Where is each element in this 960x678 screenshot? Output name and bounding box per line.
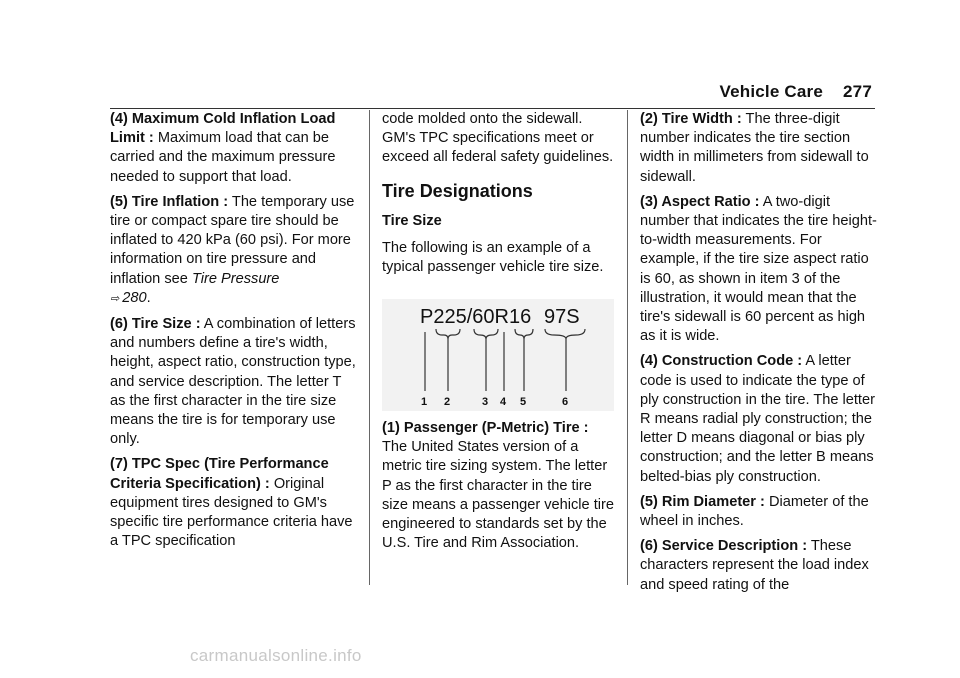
page-header — [720, 82, 873, 102]
definition: These characters represent the load index and speed rating of the — [640, 538, 869, 593]
definition: A combination of letters and numbers define a tire's width, height, aspect ratio, construction type, and service description. The letter T as the first character in the tire size means the tire is for temporary use only. — [110, 316, 356, 448]
paragraph-tpc-spec — [110, 455, 360, 551]
section-heading: Tire Designations — [382, 180, 533, 201]
term: (5) Tire Inflation : — [110, 193, 229, 210]
term: (7) TPC Spec (Tire Performance Criteria Specification) : — [110, 456, 329, 492]
column-2 — [382, 110, 617, 559]
paragraph-tire-inflation: (5) Tire Inflation : The temporary use tire or compact spare tire should be inflated to 420 kPa (60 psi). For more information on tire pressure and inflation see Tire Pressure ⇨ 280. — [110, 193, 355, 306]
definition: A two-digit number that indicates the tire height-to-width measurements. For example, if the tire size aspect ratio is 60, as shown in item 3 of the illustration, it would mean that the tire's sidewall is 60 percent as high as it is wide. — [640, 193, 877, 345]
paragraph-rim-diameter — [640, 493, 880, 531]
paragraph-passenger-tire — [382, 419, 617, 553]
watermark: carmanualsonline.info — [190, 646, 362, 665]
term: (3) Aspect Ratio : — [640, 193, 760, 210]
service-code-text: 97S — [544, 306, 580, 329]
term: (6) Tire Size : — [110, 316, 201, 333]
callout-6: 6 — [562, 396, 569, 409]
callout-4: 4 — [500, 396, 507, 409]
definition: The three-digit number indicates the tire section width in millimeters from sidewall to sidewall. — [640, 111, 869, 185]
column-divider-2 — [627, 110, 628, 585]
column-1 — [110, 110, 360, 557]
paragraph-example-intro: The following is an example of a typical passenger vehicle tire size. — [382, 239, 604, 275]
term: (4) Maximum Cold Inflation Load Limit : — [110, 111, 336, 147]
column-3 — [640, 110, 880, 601]
paragraph-max-cold-inflation — [110, 110, 360, 187]
callout-5: 5 — [520, 396, 527, 409]
cross-reference-link[interactable]: Tire Pressure — [191, 270, 280, 287]
paragraph-tire-width — [640, 110, 880, 187]
definition: Diameter of the wheel in inches. — [640, 493, 869, 530]
page-reference[interactable]: ⇨ 280 — [110, 289, 147, 306]
definition: The temporary use tire or compact spare tire should be inflated to 420 kPa (60 psi). For more information on tire pressure and inflation see — [110, 193, 355, 287]
term: (6) Service Description : — [640, 538, 808, 555]
callout-1: 1 — [421, 396, 428, 409]
section-title: Vehicle Care — [719, 82, 824, 101]
reference-arrow-icon: ⇨ — [110, 292, 120, 305]
definition: The United States version of a metric tire sizing system. The letter P as the first character in the tire size means a passenger vehicle tire engineered to standards set by the U.S. Tire and Rim Association. — [382, 439, 614, 552]
term: (2) Tire Width : — [640, 111, 742, 127]
subsection-heading: Tire Size — [382, 212, 442, 229]
tire-code-text: P225/60R16 — [420, 306, 532, 329]
callout-2: 2 — [444, 396, 451, 409]
tire-size-illustration — [382, 299, 614, 411]
paragraph-construction-code — [640, 352, 880, 486]
paragraph-tire-size — [110, 315, 360, 449]
column-divider-1 — [369, 110, 370, 585]
header-rule — [110, 108, 875, 109]
paragraph-aspect-ratio — [640, 193, 880, 347]
page-number: 277 — [843, 82, 872, 101]
paragraph-continued: code molded onto the sidewall. GM's TPC specifications meet or exceed all federal safety guidelines. — [382, 111, 614, 166]
callout-3: 3 — [482, 396, 489, 409]
term: (4) Construction Code : — [640, 353, 803, 370]
definition: Original equipment tires designed to GM's specific tire performance criteria have a TPC specification — [110, 475, 353, 550]
term: (5) Rim Diameter : — [640, 493, 765, 510]
definition: Maximum load that can be carried and the maximum pressure needed to support that load. — [110, 130, 336, 185]
term: (1) Passenger (P-Metric) Tire : — [382, 420, 589, 437]
definition: A letter code is used to indicate the type of ply construction in the tire. The letter R means radial ply construction; the letter D means diagonal or bias ply construction; and the letter B means belted-bias ply construction. — [640, 353, 875, 485]
paragraph-service-description — [640, 537, 880, 595]
